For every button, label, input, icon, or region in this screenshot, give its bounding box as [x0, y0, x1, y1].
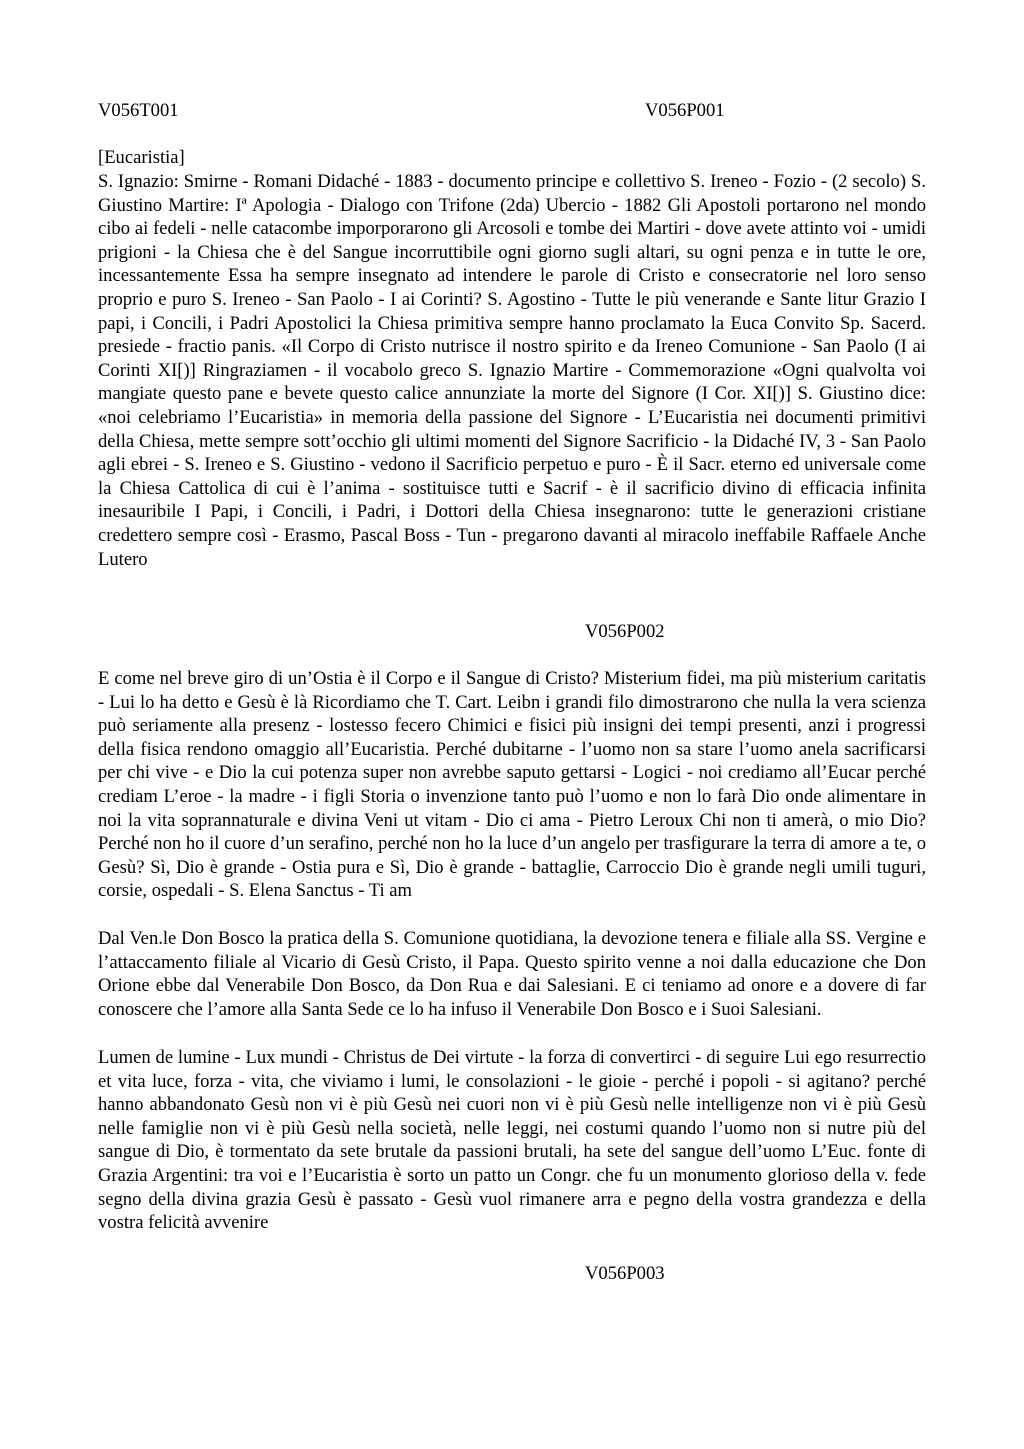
- page-marker-3: V056P003: [585, 1263, 665, 1284]
- paragraph-mystery: E come nel breve giro di un’Ostia è il Corpo e il Sangue di Cristo? Misterium fidei, ma più misterium caritatis - Lui lo ha detto e Gesù è là Ricordiamo che T. Cart. Leibn i grandi filo dimostrarono che nulla la vera scienza può seriamente alla presenz - lostesso fecero Chimici e fisici più insigni dei tempi presenti, anzi i progressi della fisica rendono omaggio all’Eucaristia. Perché dubitarne - l’uomo non sa stare l’uomo anela sacrificarsi per chi vive - e Dio la cui potenza super non avrebbe saputo gettarsi - Logici - noi crediamo all’Eucar perché crediam L’eroe - la madre - i figli Storia o invenzione tanto può l’uomo e non lo farà Dio onde alimentare in noi la vita soprannaturale e divina Veni ut vitam - Dio ci ama - Pietro Leroux Chi non ti amerà, o mio Dio? Perché non ho il cuore d’un serafino, perché non ho la luce d’un angelo per trasfigurare la terra di amore a te, o Gesù? Sì, Dio è grande - Ostia pura e Sì, Dio è grande - battaglie, Carroccio Dio è grande negli umili tuguri, corsie, ospedali - S. Elena Sanctus - Ti am: [98, 668, 926, 902]
- paragraph-sources: S. Ignazio: Smirne - Romani Didaché - 1883 - documento principe e collettivo S. Ireneo - Fozio - (2 secolo) S. Giustino Martire: Iª Apologia - Dialogo con Trifone (2da) Ubercio - 1882 Gli Apostoli portarono nel mondo cibo ai fedeli - nelle catacombe imporporarono gli Arcosoli e tombe dei Martiri - dove avete attinto voi - umidi prigioni - la Chiesa che è del Sangue incorruttibile ogni giorno sugli altari, su ogni penza e in tutte le ore, incessantemente Essa ha sempre insegnato ad intendere le parole di Cristo e consecratorie nel loro senso proprio e puro S. Ireneo - San Paolo - I ai Corinti? S. Agostino - Tutte le più venerande e Sante litur Grazio I papi, i Concili, i Padri Apostolici la Chiesa primitiva sempre hanno proclamato la Euca Convito Sp. Sacerd. presiede - fractio panis. «Il Corpo di Cristo nutrisce il nostro spirito e da Ireneo Comunione - San Paolo (I ai Corinti XI[)] Ringraziamen - il vocabolo greco S. Ignazio Martire - Commemorazione «Ogni qualvolta voi mangiate questo pane e bevete questo calice annunziate la morte del Signore (I Cor. XI[)] S. Giustino dice: «noi celebriamo l’Eucaristia» in memoria della passione del Signore - L’Eucaristia nei documenti primitivi della Chiesa, mette sempre sott’occhio gli ultimi momenti del Signore Sacrificio - la Didaché IV, 3 - San Paolo agli ebrei - S. Ireneo e S. Giustino - vedono il Sacrificio perpetuo e puro - È il Sacr. eterno ed universale come la Chiesa Cattolica di cui è l’anima - sostituisce tutti e Sacrif - è il sacrificio divino di efficacia infinita inesauribile I Papi, i Concili, i Padri, i Dottori della Chiesa insegnarono: tutte le generazioni cristiane credettero sempre così - Erasmo, Pascal Boss - Tun - pregarono davanti al miracolo ineffabile Raffaele Anche Lutero: [98, 171, 926, 570]
- document-code-left: V056T001: [98, 100, 179, 121]
- paragraph-don-bosco: Dal Ven.le Don Bosco la pratica della S. Comunione quotidiana, la devozione tenera e filiale alla SS. Vergine e l’attaccamento filiale al Vicario di Gesù Cristo, il Papa. Questo spirito venne a noi dalla educazione che Don Orione ebbe dal Venerabile Don Bosco, da Don Rua e dai Salesiani. E ci teniamo ad onore e a dovere di far conoscere che l’amore alla Santa Sede ce lo ha infuso il Venerabile Don Bosco e i Suoi Salesiani.: [98, 928, 926, 1020]
- page-marker-2: V056P002: [585, 621, 665, 642]
- page-code-right: V056P001: [645, 100, 725, 121]
- paragraph-lumen: Lumen de lumine - Lux mundi - Christus de Dei virtute - la forza di convertirci - di seguire Lui ego resurrectio et vita luce, forza - vita, che viviamo i lumi, le consolazioni - le gioie - perché i popoli - si agitano? perché hanno abbandonato Gesù non vi è più Gesù nei cuori non vi è più Gesù nelle intelligenze non vi è più Gesù nelle famiglie non vi è più Gesù nella società, nelle leggi, nei costumi quando l’uomo non si nutre più del sangue di Dio, è tormentato da sete brutale da passioni brutali, ha sete del sangue dell’uomo L’Euc. fonte di Grazia Argentini: tra voi e l’Eucaristia è sorto un patto un Congr. che fu un monumento glorioso della v. fede segno della divina grazia Gesù è passato - Gesù vuol rimanere arra e pegno della vostra grandezza e della vostra felicità avvenire: [98, 1047, 926, 1234]
- section-title: [Eucaristia]: [98, 147, 185, 168]
